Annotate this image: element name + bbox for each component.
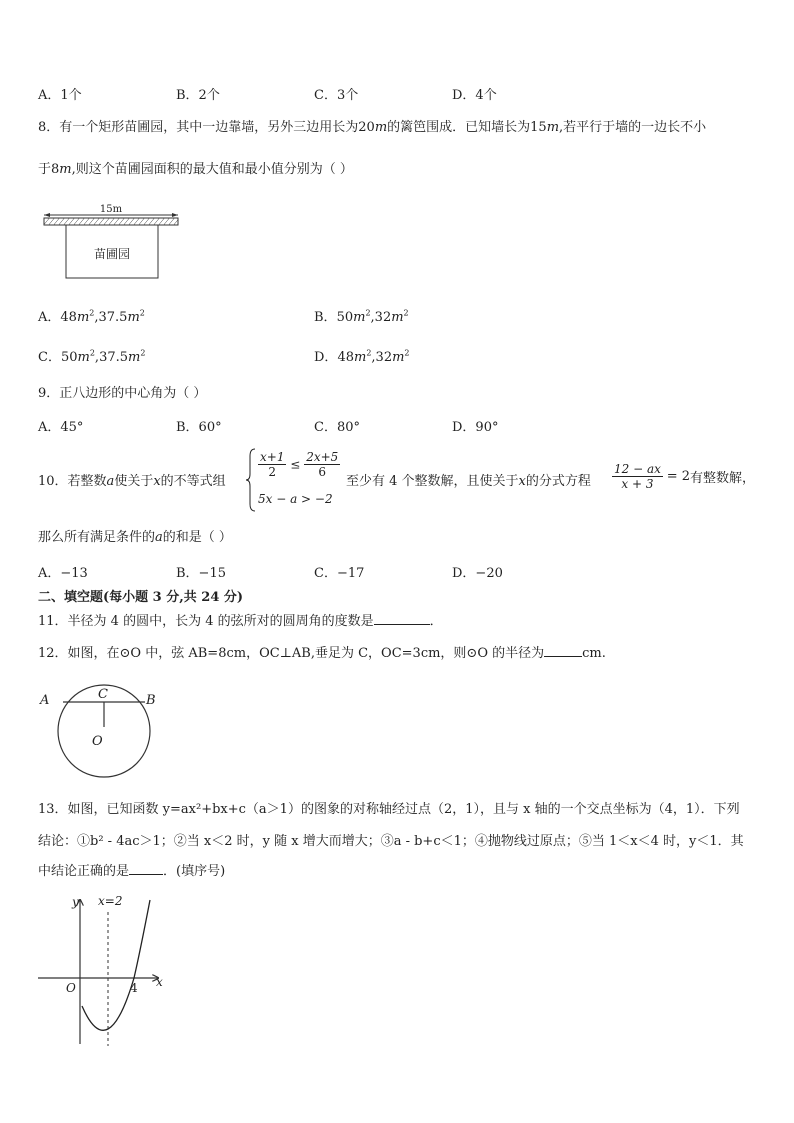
q10-inequality-system: $\frac{x+1}{2}$ ≤ $\frac{2x+5}{6}$ 5x − a > −2: [246, 448, 346, 512]
label-c: C: [98, 687, 108, 702]
q10-option-c: C．−17: [314, 566, 365, 581]
q8-option-c: C．$50m^2,37.5m^2$: [38, 348, 146, 365]
q10-text-end: 那么所有满足条件的a的和是（ ）: [38, 530, 232, 545]
q8-garden-figure: [36, 198, 186, 284]
q7-option-b: B．2个: [176, 88, 220, 103]
q8-option-a: A．$48m^2,37.5m^2$: [38, 308, 145, 325]
q7-option-c: C．3个: [314, 88, 359, 103]
q12-answer-blank: [544, 656, 582, 657]
section-2-heading: 二、填空题(每小题 3 分,共 24 分): [38, 590, 244, 605]
q10-fraction-equation: $\frac{12 - ax}{x + 3}$ = 2有整数解，: [614, 462, 756, 491]
label-four: 4: [130, 981, 138, 995]
q13-line1: 13．如图，已知函数 y=ax²+bx+c（a＞1）的图象的对称轴经过点（2，1），且与 x 轴的一个交点坐标为（4，1）．下列: [38, 802, 740, 817]
q12-circle-figure: [36, 682, 166, 780]
label-axis: x=2: [98, 894, 123, 908]
q7-option-d: D．4个: [452, 88, 497, 103]
q8-option-b: B．$50m^2,32m^2$: [314, 308, 409, 325]
q13-answer-blank: [129, 874, 163, 875]
q7-option-a: A．1个: [38, 88, 82, 103]
q9-question: 9．正八边形的中心角为（ ）: [38, 386, 207, 401]
garden-label: 苗圃园: [93, 247, 131, 261]
q10-option-a: A．−13: [38, 566, 88, 581]
label-origin: O: [66, 981, 76, 995]
label-x: x: [156, 975, 163, 989]
parabola-curve: [82, 900, 150, 1030]
q9-option-a: A．45°: [38, 420, 84, 435]
q11-question: 11．半径为 4 的圆中，长为 4 的弦所对的圆周角的度数是 ．: [38, 614, 443, 629]
label-a: A: [40, 693, 50, 708]
q8-option-d: D．$48m^2,32m^2$: [314, 348, 410, 365]
q9-option-b: B．60°: [176, 420, 222, 435]
q10-option-d: D．−20: [452, 566, 503, 581]
q9-option-d: D．90°: [452, 420, 499, 435]
q10-text-middle: 至少有 4 个整数解，且使关于x的分式方程: [346, 474, 591, 489]
wall-label: 15m: [99, 204, 123, 215]
label-b: B: [146, 693, 156, 708]
q10-option-b: B．−15: [176, 566, 226, 581]
wall: [44, 218, 178, 225]
q8-line2: 于8m,则这个苗圃园面积的最大值和最小值分别为（ ）: [38, 162, 353, 177]
q11-answer-blank: [374, 624, 430, 625]
q8-line1: 8．有一个矩形苗圃园，其中一边靠墙，另外三边用长为20m的篱笆围成．已知墙长为15m,若平行于墙的一边长不小: [38, 120, 707, 135]
label-o: O: [92, 734, 103, 749]
q10-text-start: 10．若整数a使关于x的不等式组: [38, 474, 226, 489]
q12-question: 12．如图，在⊙O 中，弦 AB=8cm，OC⊥AB,垂足为 C，OC=3cm，则⊙O 的半径为 cm.: [38, 646, 606, 661]
q13-parabola-figure: [36, 892, 176, 1052]
label-y: y: [72, 895, 79, 909]
q13-line3: 中结论正确的是 ．(填序号): [38, 864, 226, 879]
q13-line2: 结论：①b² - 4ac＞1；②当 x＜2 时，y 随 x 增大而增大；③a - b+c＜1；④抛物线过原点；⑤当 1＜x＜4 时，y＜1．其: [38, 834, 744, 849]
q9-option-c: C．80°: [314, 420, 360, 435]
